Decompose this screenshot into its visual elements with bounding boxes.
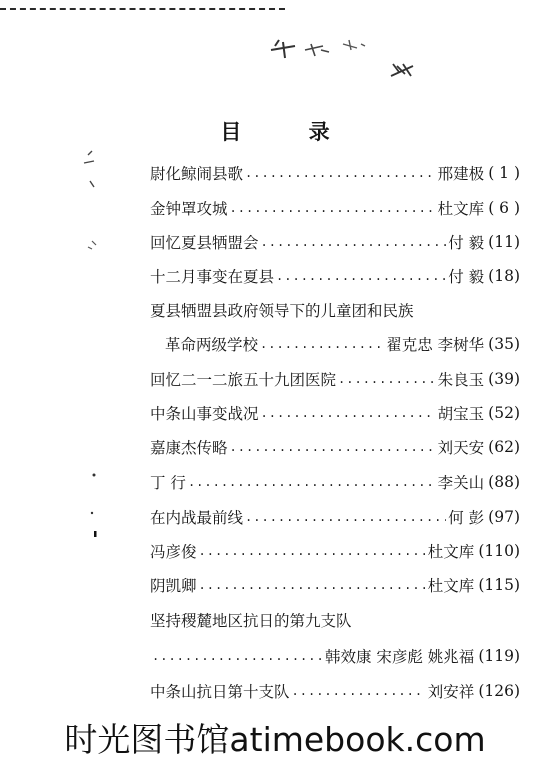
entry-author: 翟克忠 李树华	[386, 336, 485, 354]
dot-leader	[230, 440, 436, 454]
entry-author: 杜文库	[427, 543, 475, 561]
toc-entry	[150, 193, 520, 223]
entry-title: 在内战最前线	[150, 509, 244, 527]
dot-leader	[152, 649, 323, 663]
toc-entry	[150, 605, 510, 635]
toc-entry	[150, 364, 520, 394]
toc-entry	[150, 295, 510, 325]
entry-title: 中条山抗日第十支队	[150, 683, 290, 701]
entry-page: (119)	[478, 647, 520, 665]
entry-author: 付 毅	[448, 234, 485, 252]
entry-page: (39)	[488, 370, 520, 388]
toc-entry	[150, 398, 520, 428]
dot-leader	[276, 269, 446, 283]
watermark-banner	[0, 706, 550, 768]
entry-title: 回忆二一二旅五十九团医院	[150, 371, 337, 389]
entry-title: 金钟罩攻城	[150, 200, 228, 218]
entry-author: 杜文库	[437, 200, 485, 218]
page-title: 目 录	[220, 119, 360, 144]
entry-author: 韩效康 宋彦彪 姚兆福	[324, 648, 475, 666]
entry-title: 回忆夏县牺盟会	[150, 234, 259, 252]
entry-page: (115)	[478, 576, 520, 594]
dot-leader	[338, 372, 436, 386]
dot-leader	[199, 544, 426, 558]
toc-entry	[150, 227, 520, 257]
entry-title: 嘉康杰传略	[150, 439, 228, 457]
toc-entry	[150, 641, 520, 671]
entry-author: 朱良玉	[437, 371, 485, 389]
dot-leader	[188, 475, 436, 489]
entry-page: (52)	[488, 404, 520, 422]
toc-entry	[150, 676, 520, 706]
entry-page: (62)	[488, 438, 520, 456]
entry-title: 中条山事变战况	[150, 405, 259, 423]
entry-title: 丁 行	[150, 474, 186, 492]
entry-title: 坚持稷麓地区抗日的第九支队	[150, 612, 352, 630]
toc-entry	[150, 261, 520, 291]
entry-title: 尉化鲸闹县歌	[150, 165, 244, 183]
entry-author: 刘安祥	[427, 683, 475, 701]
entry-title: 阴凯卿	[150, 577, 197, 595]
watermark-text: 时光图书馆atimebook.com	[64, 719, 486, 759]
dot-leader	[261, 406, 436, 420]
toc-entry	[150, 467, 520, 497]
entry-author: 李关山	[437, 474, 485, 492]
toc-entry	[165, 329, 520, 359]
entry-title: 夏县牺盟县政府领导下的儿童团和民族	[150, 302, 414, 320]
dot-leader	[245, 166, 436, 180]
dot-leader	[199, 578, 426, 592]
dot-leader	[261, 235, 447, 249]
entry-author: 刘天安	[437, 439, 485, 457]
toc-entry	[150, 158, 520, 188]
entry-author: 杜文库	[427, 577, 475, 595]
entry-title: 冯彦俊	[150, 543, 197, 561]
entry-title: 十二月事变在夏县	[150, 268, 275, 286]
entry-author: 胡宝玉	[437, 405, 485, 423]
entry-author: 何 彭	[448, 509, 485, 527]
entry-page: ( 1 )	[488, 164, 520, 182]
entry-page: (18)	[488, 267, 520, 285]
entry-title: 革命两级学校	[165, 336, 259, 354]
dot-leader	[230, 201, 436, 215]
entry-page: (110)	[478, 542, 520, 560]
entry-page: (97)	[488, 508, 520, 526]
toc-entry	[150, 536, 520, 566]
entry-page: (88)	[488, 473, 520, 491]
entry-author: 邢建极	[437, 165, 485, 183]
dot-leader	[245, 510, 446, 524]
dot-leader	[292, 684, 426, 698]
dot-leader	[260, 337, 384, 351]
entry-page: (126)	[478, 682, 520, 700]
toc-entry	[150, 432, 520, 462]
entry-page: ( 6 )	[488, 199, 520, 217]
toc-entry	[150, 502, 520, 532]
entry-page: (11)	[488, 233, 520, 251]
toc-entry	[150, 570, 520, 600]
entry-author: 付 毅	[448, 268, 485, 286]
entry-page: (35)	[488, 335, 520, 353]
